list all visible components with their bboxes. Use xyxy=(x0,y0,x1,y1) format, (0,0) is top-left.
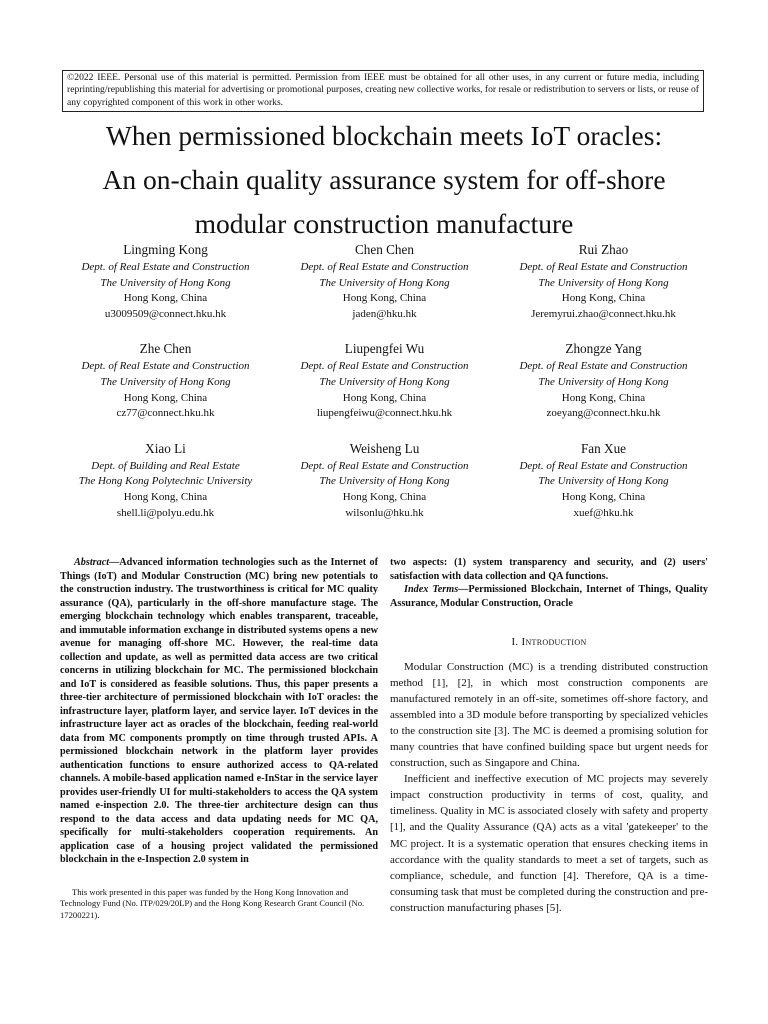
author-block xyxy=(275,340,494,421)
author-email: jaden@hku.hk xyxy=(352,307,417,320)
author-dept: Dept. of Real Estate and Construction xyxy=(519,459,688,472)
author-dept: Dept. of Building and Real Estate xyxy=(91,459,240,472)
title-line: An on-chain quality assurance system for off-shore xyxy=(102,164,666,195)
intro-paragraph: Modular Construction (MC) is a trending distributed construction method [1], [2], in which most construction components are manufactured remotely in an off-site, sometimes off-shore factory, and assembled into a 3D module before transporting by specialized vehicles to the construction site [3]. The MC is deemed a promising solution for many countries that have confined building space but urgent needs for construction, such as Singapore and China. xyxy=(390,660,708,770)
author-name: Fan Xue xyxy=(580,440,627,456)
copyright-notice: ©2022 IEEE. Personal use of this material is permitted. Permission from IEEE must be obtained for all other uses, in any current or future media, including reprinting/republishing this material for advertising or promotional purposes, creating new collective works, for resale or redistribution to servers or lists, or reuse of any copyrighted component of this work in other works. xyxy=(62,70,704,112)
author-univ: The University of Hong Kong xyxy=(319,375,450,388)
author-univ: The University of Hong Kong xyxy=(538,375,669,388)
author-name: Lingming Kong xyxy=(123,242,208,257)
author-block xyxy=(275,241,494,322)
author-univ: The University of Hong Kong xyxy=(100,276,231,289)
author-location: Hong Kong, China xyxy=(561,292,646,305)
author-block xyxy=(494,340,713,421)
author-email: Jeremyrui.zhao@connect.hku.hk xyxy=(531,307,676,320)
section-title: Introduction xyxy=(521,636,587,648)
author-location: Hong Kong, China xyxy=(561,490,646,503)
author-block xyxy=(494,241,713,322)
author-dept: Dept. of Real Estate and Construction xyxy=(81,261,250,273)
author-univ: The University of Hong Kong xyxy=(538,475,669,488)
author-email: zoeyang@connect.hku.hk xyxy=(546,407,661,420)
abstract xyxy=(60,556,378,867)
author-block xyxy=(56,241,275,322)
author-location: Hong Kong, China xyxy=(561,391,646,404)
section-numeral: I. xyxy=(511,636,519,648)
title-line: When permissioned blockchain meets IoT oracles: xyxy=(105,120,663,151)
author-email: cz77@connect.hku.hk xyxy=(116,407,215,420)
author-grid xyxy=(56,241,713,521)
author-univ: The University of Hong Kong xyxy=(538,276,669,289)
author-email: liupengfeiwu@connect.hku.hk xyxy=(316,407,453,420)
author-dept: Dept. of Real Estate and Construction xyxy=(300,360,469,373)
author-dept: Dept. of Real Estate and Construction xyxy=(300,459,469,472)
author-univ: The University of Hong Kong xyxy=(100,375,231,388)
author-location: Hong Kong, China xyxy=(342,391,427,404)
author-name: Liupengfei Wu xyxy=(344,341,425,357)
abstract-text: —Advanced information technologies such as the Internet of Things (IoT) and Modular Construction (MC) bring new potentials to the construction industry. The trustworthiness is critical for MC quality assurance (QA), particularly in the off-shore manufacture stage. The emerging blockchain technology which enables transparent, traceable, and immutable information exchange in distributed systems opens a new avenue for managing off-shore MC. However, the real-time data collection and update, as well as permitted data access are two critical concerns in utilizing blockchain for MC. The permissioned blockchain and IoT is considered as feasible solutions. Thus, this paper presents a three-tier architecture of permissioned blockchain with IoT oracles: the infrastructure layer, platform layer, and service layer. IoT devices in the infrastructure layer act as oracles of the blockchain, feeding real-world data from MC components promptly on time through trusted APIs. A permissioned blockchain network in the platform layer provides authentication functions to ensure authorized access to QA-related channels. A mobile-based application named e-InStar in the service layer provides user-friendly UI for multi-stakeholders to access the QA system named e-inspection 2.0. The three-tier architecture design can thus respond to the data access and data updating needs for MC QA, specifically for multi-stakeholders cooperation requirements. An application case of a housing project validated the permissioned blockchain in the e-Inspection 2.0 system in xyxy=(60,557,378,865)
author-dept: Dept. of Real Estate and Construction xyxy=(519,360,688,373)
author-email: shell.li@polyu.edu.hk xyxy=(116,506,215,519)
author-univ: The University of Hong Kong xyxy=(319,475,450,488)
funding-footnote: This work presented in this paper was funded by the Hong Kong Innovation and Technology Fund (No. ITP/029/20LP) and the Hong Kong Research Grant Council (No. 17200221). xyxy=(60,886,365,920)
author-name: Zhongze Yang xyxy=(565,341,642,357)
abstract-label: Abstract xyxy=(74,557,110,568)
section-heading xyxy=(390,636,708,650)
author-email: u3009509@connect.hku.hk xyxy=(104,307,227,320)
author-name: Zhe Chen xyxy=(139,341,192,357)
author-name: Weisheng Lu xyxy=(349,440,420,456)
right-column xyxy=(390,556,708,916)
author-location: Hong Kong, China xyxy=(123,391,208,404)
intro-paragraph: Inefficient and ineffective execution of MC projects may severely impact construction productivity in terms of cost, quality, and timeliness. Quality in MC is associated closely with safety and property [1], and the Quality Assurance (QA) acts as a vital 'gatekeeper' to the MC project. It is a systematic operation that ensures checking items in accordance with the quality standards to meet a set of targets, such as compliance, schedule, and function [4]. Therefore, QA is a time-consuming task that must be completed during the construction and pre-construction manufacturing phases [5]. xyxy=(390,773,708,914)
author-block xyxy=(494,440,713,521)
author-location: Hong Kong, China xyxy=(342,292,427,305)
title-line: modular construction manufacture xyxy=(194,208,574,239)
author-univ: The Hong Kong Polytechnic University xyxy=(78,475,253,488)
abstract-continuation: two aspects: (1) system transparency and security, and (2) users' satisfaction with data collection and QA functions. xyxy=(390,557,708,582)
author-block xyxy=(275,440,494,521)
author-location: Hong Kong, China xyxy=(123,490,208,503)
author-block xyxy=(56,340,275,421)
author-dept: Dept. of Real Estate and Construction xyxy=(300,261,469,273)
author-location: Hong Kong, China xyxy=(123,292,208,305)
author-univ: The University of Hong Kong xyxy=(319,276,450,289)
author-email: wilsonlu@hku.hk xyxy=(345,506,424,519)
paper-title xyxy=(20,114,748,246)
author-name: Chen Chen xyxy=(355,242,414,257)
left-column xyxy=(60,556,378,921)
author-name: Rui Zhao xyxy=(578,242,629,257)
author-dept: Dept. of Real Estate and Construction xyxy=(81,360,250,373)
index-terms xyxy=(390,583,708,610)
author-dept: Dept. of Real Estate and Construction xyxy=(519,261,688,273)
index-terms-text: —Permissioned Blockchain, Internet of Things, Quality Assurance, Modular Construction, Oracle xyxy=(390,584,708,609)
author-location: Hong Kong, China xyxy=(342,490,427,503)
author-block xyxy=(56,440,275,521)
index-terms-label: Index Terms xyxy=(404,584,459,595)
author-email: xuef@hku.hk xyxy=(573,506,634,519)
author-name: Xiao Li xyxy=(145,440,186,456)
